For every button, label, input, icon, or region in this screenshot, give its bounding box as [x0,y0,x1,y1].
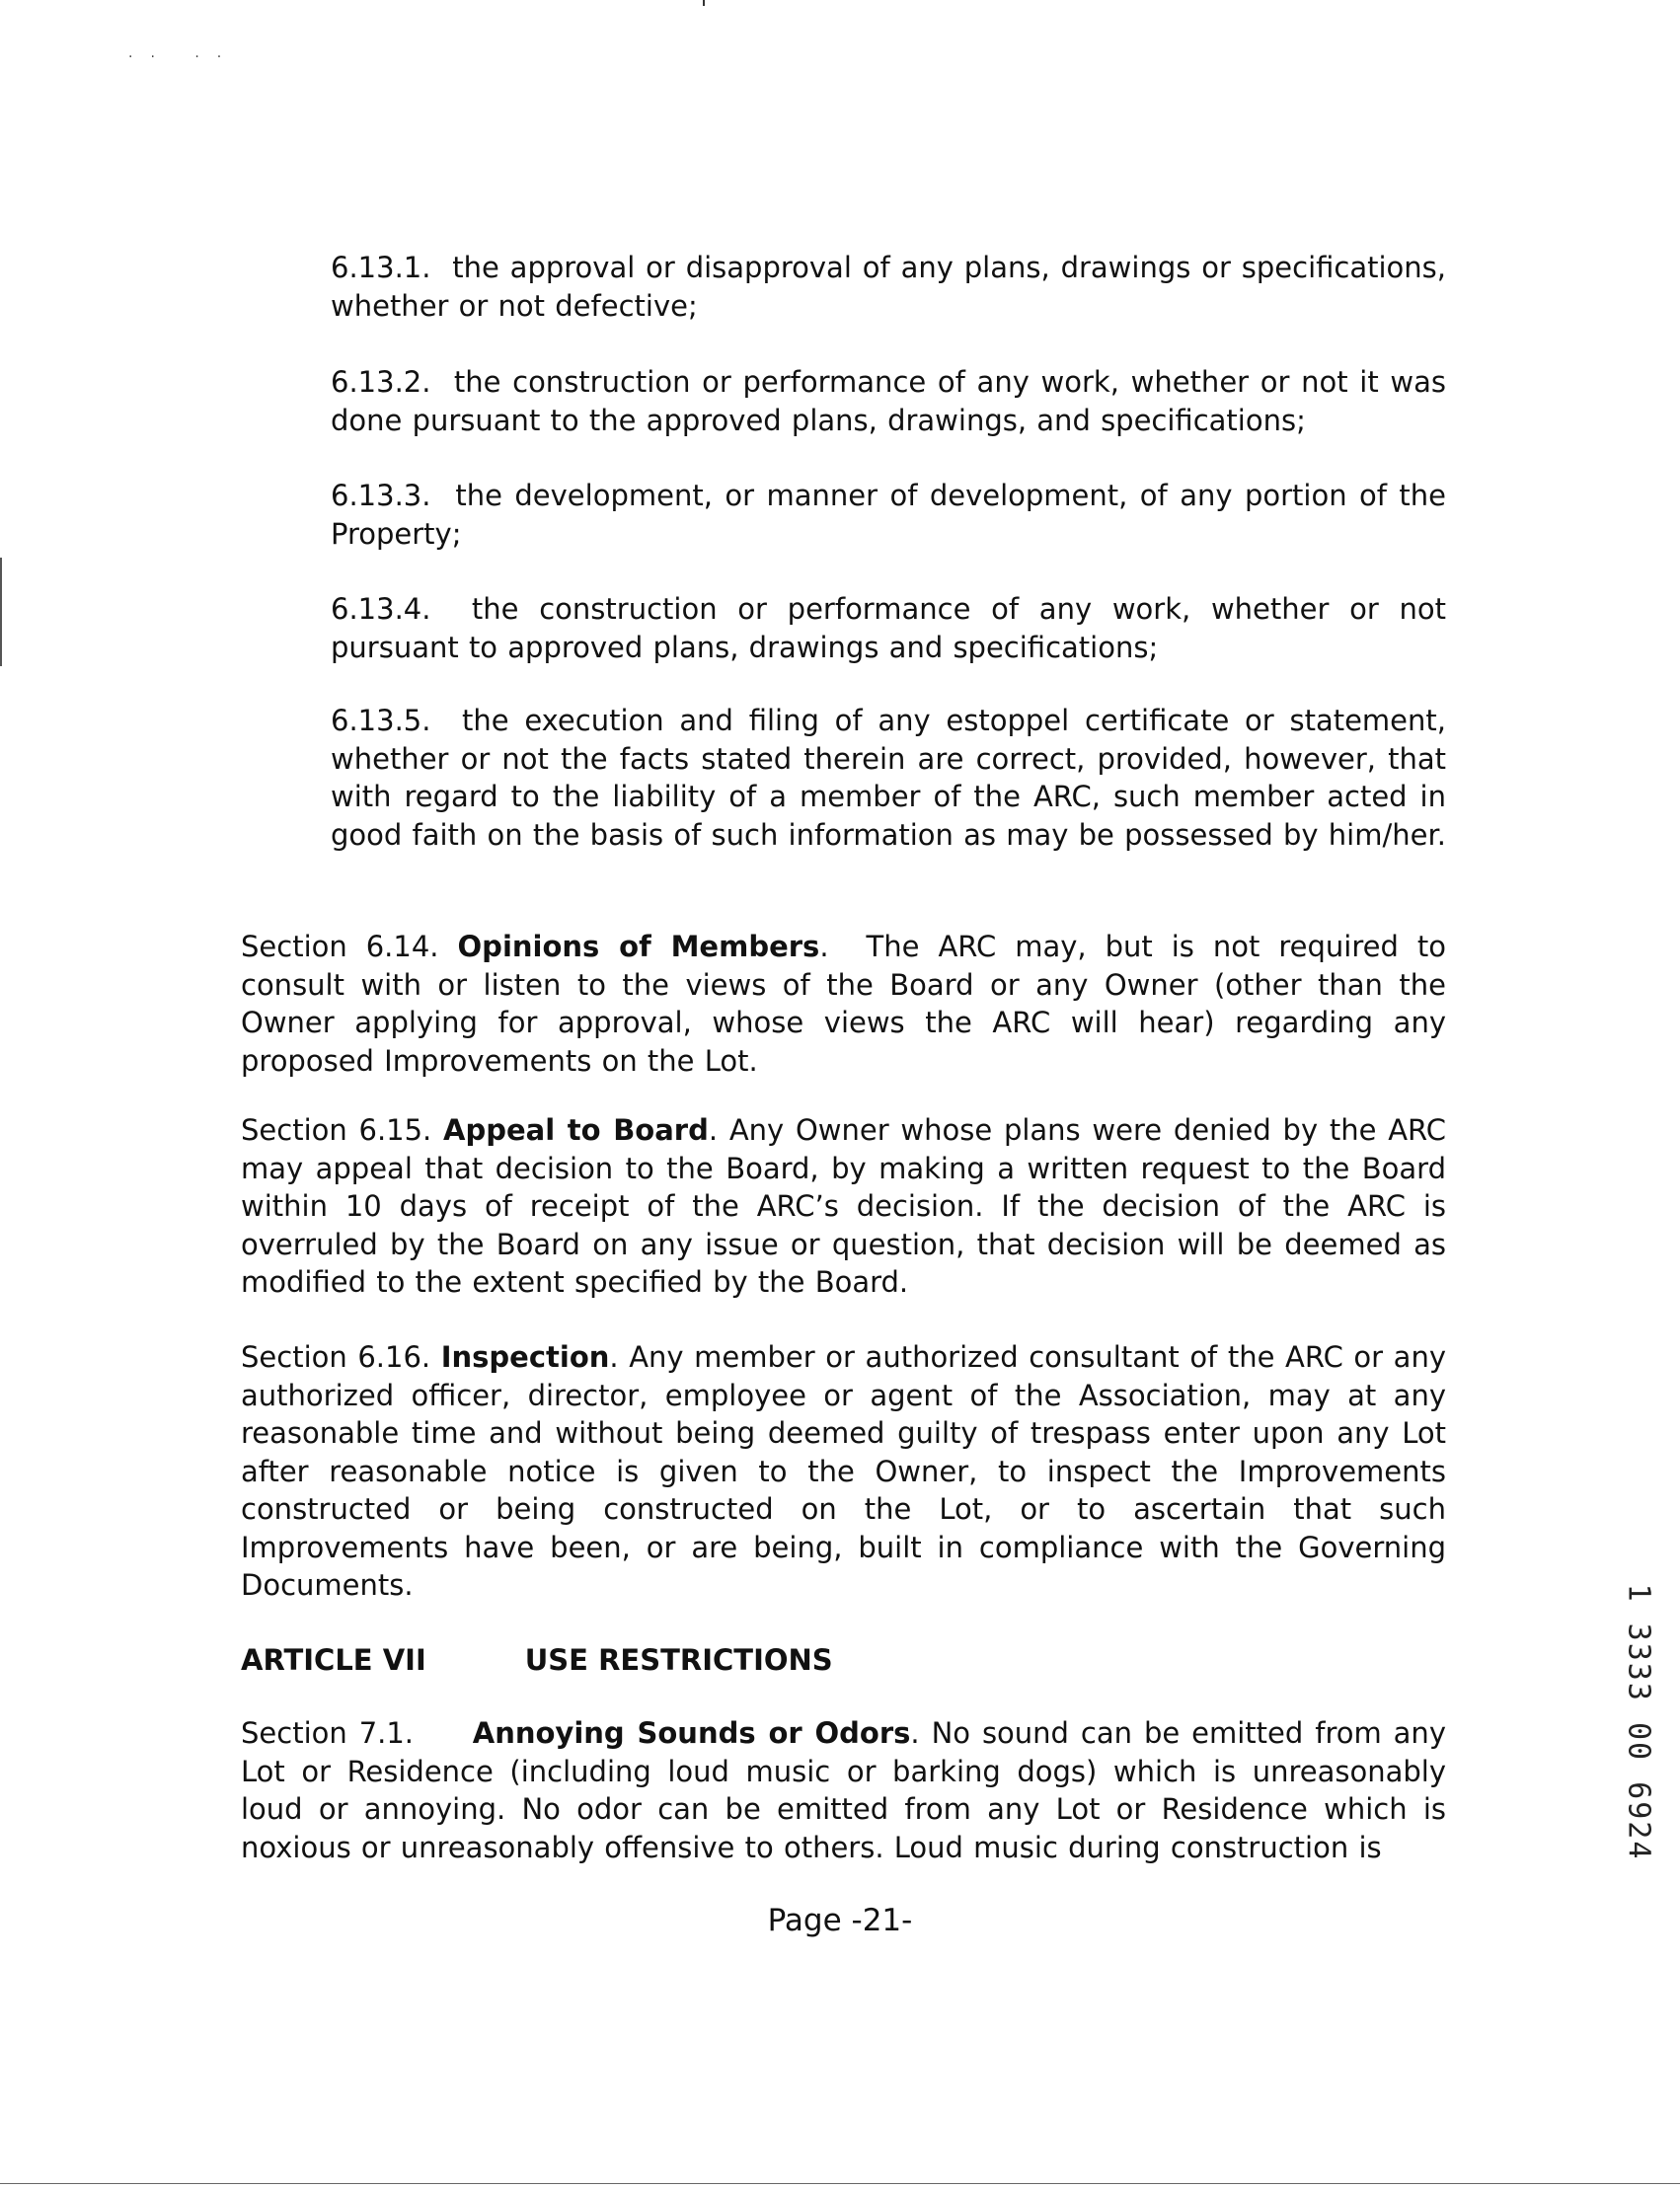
subsection-text: the construction or performance of any work, whether or not pursuant to approved plans, drawings and specifications; [331,592,1447,664]
section-heading: Opinions of Members [457,930,820,963]
subsection-text: the approval or disapproval of any plans, drawings or specifications, whether or not defective; [331,251,1446,323]
section-label: Section 7.1. [241,1716,415,1750]
subsection-6-13-2 [331,363,1446,439]
section-label: Section 6.14. [241,930,439,963]
article-heading [241,1641,833,1679]
subsection-number: 6.13.1. [331,251,431,284]
section-7-1: Section 7.1. Annoying Sounds or Odors. No sound can be emitted from any Lot or Residence (including loud music or barking dogs) which is unreasonably loud or annoying. No odor can be emitted from any Lot or Residence which is noxious or unreasonably offensive to others. Loud music during construction is [241,1716,1446,1864]
subsection-number: 6.13.3. [331,479,431,512]
section-6-14: Section 6.14. Opinions of Members. The ARC may, but is not required to consult with or listen to the views of the Board or any Owner (other than the Owner applying for approval, whose views the ARC will hear) regarding any proposed Improvements on the Lot. [241,930,1446,1078]
subsection-6-13-4 [331,590,1446,666]
article-number: ARTICLE VII [241,1643,426,1677]
section-6-16: Section 6.16. Inspection. Any member or authorized consultant of the ARC or any authorized officer, director, employee or agent of the Association, may at any reasonable time and without being deemed guilty of trespass enter upon any Lot after reasonable notice is given to the Owner, to inspect the Improvements constructed or being constructed on the Lot, or to ascertain that such Improvements have been, or are being, built in compliance with the Governing Documents. [241,1340,1446,1602]
section-text: The ARC may, but is not required to consult with or listen to the views of the Board or any Owner (other than the Owner applying for approval, whose views the ARC will hear) regarding any proposed Improvements on the Lot. [241,930,1446,1078]
subsection-number: 6.13.2. [331,365,431,399]
section-text: No sound can be emitted from any Lot or Residence (including loud music or barking dogs) which is unreasonably loud or annoying. No odor can be emitted from any Lot or Residence which is noxious or unreasonably offensive to others. Loud music during construction is [241,1716,1446,1864]
subsection-text: the construction or performance of any work, whether or not it was done pursuant to the approved plans, drawings, and specifications; [331,365,1447,437]
subsection-text: the development, or manner of development, of any portion of the Property; [331,479,1447,551]
bates-number: 1 3333 00 6924 [1621,1583,1656,1861]
scan-artifact-top [703,0,705,6]
page-number: Page -21- [767,1903,913,1938]
section-text: Any member or authorized consultant of the ARC or any authorized officer, director, employee or agent of the Association, may at any reasonable time and without being deemed guilty of trespass enter upon any Lot after reasonable notice is given to the Owner, to inspect the Improvements constructed or being constructed on the Lot, or to ascertain that such Improvements have been, or are being, built in compliance with the Governing Documents. [241,1340,1446,1602]
section-6-15: Section 6.15. Appeal to Board. Any Owner whose plans were denied by the ARC may appeal that decision to the Board, by making a written request to the Board within 10 days of receipt of the ARC’s decision. If the decision of the ARC is overruled by the Board on any issue or question, that decision will be deemed as modified to the extent specified by the Board. [241,1113,1446,1299]
section-heading: Inspection [440,1340,610,1374]
scan-artifact-bottom-edge [0,2183,1680,2184]
scan-artifact-dots: ·· ·· [128,49,240,65]
section-heading: Appeal to Board [443,1113,709,1147]
section-heading: Annoying Sounds or Odors [472,1716,911,1750]
bates-stamp [1619,1583,1658,1861]
scan-artifact-left-edge [0,558,2,666]
section-text: Any Owner whose plans were denied by the ARC may appeal that decision to the Board, by making a written request to the Board within 10 days of receipt of the ARC’s decision. If the decision of the ARC is overruled by the Board on any issue or question, that decision will be deemed as modified to the extent specified by the Board. [241,1113,1446,1299]
article-title: USE RESTRICTIONS [524,1643,833,1677]
subsection-6-13-3 [331,477,1446,553]
subsection-number: 6.13.4. [331,592,431,626]
section-label: Section 6.16. [241,1340,431,1374]
subsection-number: 6.13.5. [331,704,431,737]
subsection-text: the execution and filing of any estoppel certificate or statement, whether or not the facts stated therein are correct, provided, however, that with regard to the liability of a member of the ARC, such member acted in good faith on the basis of such information as may be possessed by him/her. [331,704,1446,852]
subsection-6-13-1 [331,249,1446,325]
subsection-6-13-5 [331,702,1446,854]
section-label: Section 6.15. [241,1113,432,1147]
